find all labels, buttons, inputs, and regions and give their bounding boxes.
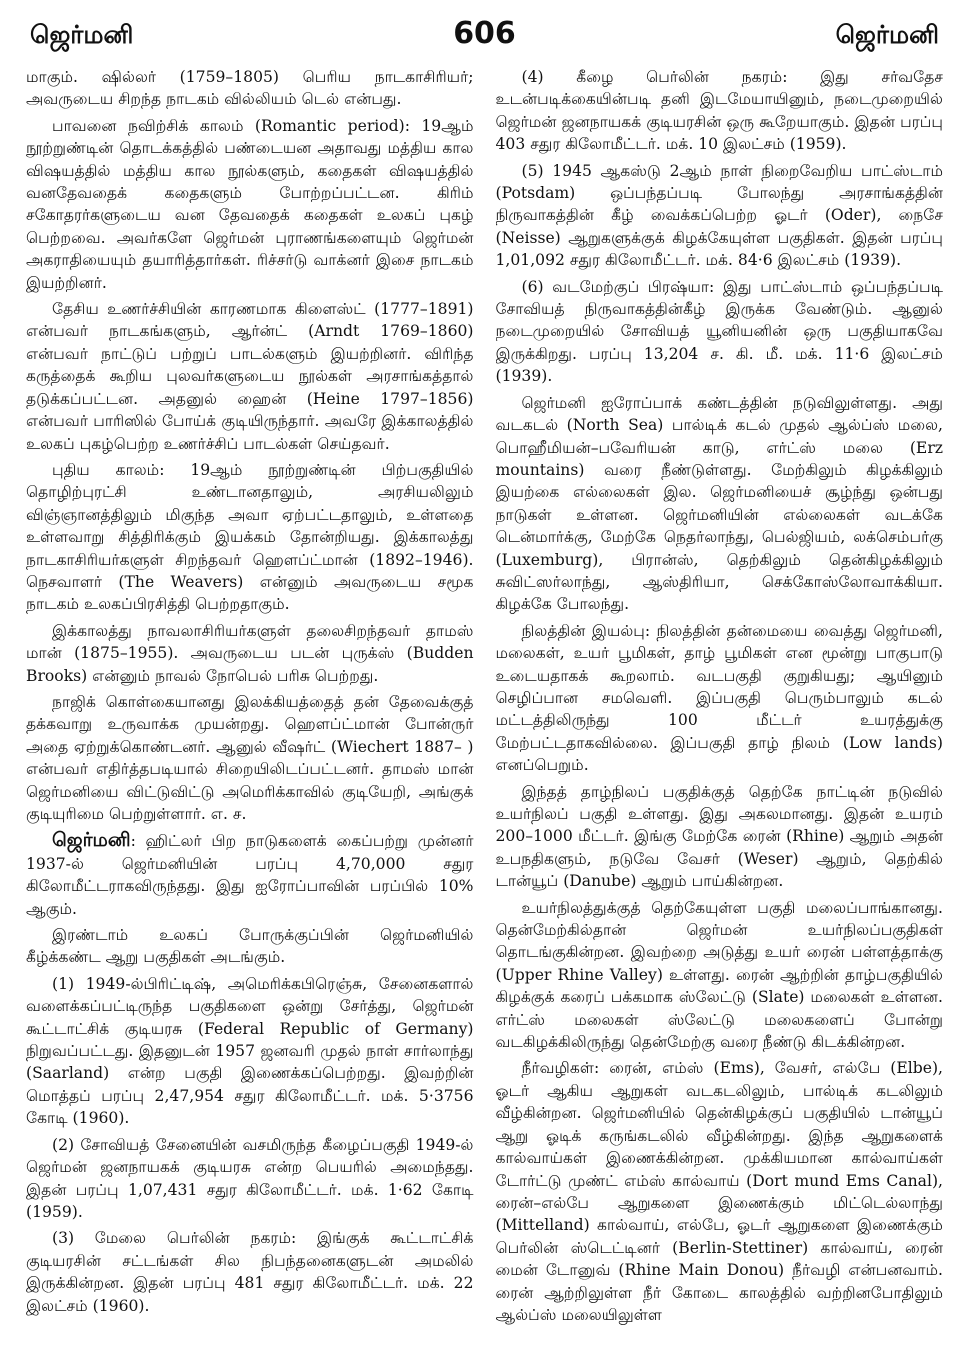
entry-paragraph (26, 829, 474, 920)
paragraph: நாஜிக் கொள்கையானது இலக்கியத்தைத் தன் தேவைக்குத் தக்கவாறு உருவாக்க முயன்றது. ஹௌப்ட்மான் போன்ருர் அதை ஏற்றுக்கொண்டனர். ஆனுல் வீஷர்ட் (Wiechert 1887– ) என்பவர் எதிர்த்தபடியால் சிறையிலிடப்பட்டனர். தாமஸ் மான் ஜெர்மனியை விட்டுவிட்டு அமெரிக்காவில் குடியேறி, அங்குக் குடியுரிமை பெற்றுள்ளார். எ. ச. (26, 692, 474, 823)
paragraph: (5) 1945 ஆகஸ்டு 2ஆம் நாள் நிறைவேறிய பாட்ஸ்டாம் (Potsdam) ஒப்பந்தப்படி போலந்து அரசாங்கத்தின் நிருவாகத்தின் கீழ் வைக்கப்பெற்ற ஓடர் (Oder), நைசே (Neisse) ஆறுகளுக்குக் கிழக்கேயுள்ள பகுதிகள். இதன் பரப்பு 1,01,092 சதுர கிலோமீட்டர். மக். 84·6 இலட்சம் (1939). (495, 161, 943, 270)
page-header (26, 12, 943, 62)
text-columns (26, 66, 943, 1348)
entry-text: : ஹிட்லர் பிற நாடுகளைக் கைப்பற்று முன்னர் 1937-ல் ஜெர்மனியின் பரப்பு 4,70,000 சதுர கிலோமீட்டராகவிருந்தது. இது ஐரோப்பாவின் பரப்பில் 10% ஆகும். (26, 832, 474, 918)
page-number: 606 (453, 16, 516, 51)
paragraph: நிலத்தின் இயல்பு: நிலத்தின் தன்மையை வைத்து ஜெர்மனி, மலைகள், உயர் பூமிகள், தாழ் பூமிகள் என மூன்று பாகுபாடு உடையதாகக் கூறலாம். வடபகுதி குறுகியது; ஆயினும் செழிப்பான சமவெளி. இப்பகுதி பெரும்பாலும் கடல் மட்டத்திலிருந்து 100 மீட்டர் உயரத்துக்கு மேற்பட்டதாகவில்லை. இப்பகுதி தாழ் நிலம் (Low lands) எனப்பெறும். (495, 621, 943, 775)
paragraph: உயர்நிலத்துக்குத் தெற்கேயுள்ள பகுதி மலைப்பாங்கானது. தென்மேற்கில்தான் ஜெர்மன் உயர்நிலப்பகுதிகள் தொடங்குகின்றன. இவற்றை அடுத்து உயர் ரைன் பள்ளத்தாக்கு (Upper Rhine Valley) உள்ளது. ரைன் ஆற்றின் தாழ்பகுதியில் கிழக்குக் கரைப் பக்கமாக ஸ்லேட்டு (Slate) மலைகள் உள்ளன. எர்ட்ஸ் மலைகள் ஸ்லேட்டு மலைகளைப் போன்று வடகிழக்கிலிருந்து தென்மேற்கு வரை நீண்டு கிடக்கின்றன. (495, 898, 943, 1052)
paragraph: மாகும். ஷில்லர் (1759–1805) பெரிய நாடகாசிரியர்; அவருடைய சிறந்த நாடகம் வில்லியம் டெல் என்பது. (26, 68, 474, 109)
paragraph: (6) வடமேற்குப் பிரஷ்யா: இது பாட்ஸ்டாம் ஒப்பந்தப்படி சோவியத் நிருவாகத்தின்கீழ் இருக்க வேண்டும். ஆனுல் நடைமுறையில் சோவியத் யூனியனின் ஒரு பகுதியாகவே இருக்கிறது. பரப்பு 13,204 ச. கி. மீ. மக். 11·6 இலட்சம் (1939). (495, 277, 943, 386)
paragraph: இரண்டாம் உலகப் போருக்குப்பின் ஜெர்மனியில் கீழ்க்கண்ட ஆறு பகுதிகள் அடங்கும். (26, 926, 474, 967)
paragraph: தேசிய உணர்ச்சியின் காரணமாக கிளைஸ்ட் (1777–1891) என்பவர் நாடகங்களும், ஆர்ன்ட் (Arndt 1769–1860) என்பவர் நாட்டுப் பற்றுப் பாடல்களும் இயற்றினர். விரிந்த கருத்தைக் கூறிய புலவர்களுடைய நூல்கள் அரசாங்கத்தால் தடுக்கப்பட்டன. அதனுல் ஹைன் (Heine 1797–1856) என்பவர் பாரிஸில் போய்க் குடியிருந்தார். அவரே இக்காலத்தில் உலகப் புகழ்பெற்ற உணர்ச்சிப் பாடல்கள் செய்தவர். (26, 300, 474, 453)
paragraph: நீர்வழிகள்: ரைன், எம்ஸ் (Ems), வேசர், எல்பே (Elbe), ஓடர் ஆகிய ஆறுகள் வடகடலிலும், பால்டிக் கடலிலும் வீழ்கின்றன. ஜெர்மனியில் தென்கிழக்குப் பகுதியில் டான்யூப் ஆறு ஓடிக் கருங்கடலில் வீழ்கின்றது. இந்த ஆறுகளைக் கால்வாய்கள் இணைக்கின்றன. முக்கியமான கால்வாய்கள் டோர்ட்டு முண்ட் எம்ஸ் கால்வாய் (Dort mund Ems Canal), ரைன்–எல்பே ஆறுகளை இணைக்கும் மிட்டெல்லாந்து (Mittelland) கால்வாய், எல்பே, ஓடர் ஆறுகளை இணைக்கும் பெர்லின் ஸ்டெட்டினர் (Berlin-Stettiner) கால்வாய், ரைன் மைன் டோனுவ் (Rhine Main Donou) நீர்வழி என்பனவாம். ரைன் ஆற்றிலுள்ள நீர் கோடை காலத்தில் வற்றினபோதிலும் ஆல்ப்ஸ் மலையிலுள்ள (495, 1059, 943, 1324)
left-column (26, 66, 474, 1348)
right-column (496, 66, 944, 1348)
paragraph: இந்தத் தாழ்நிலப் பகுதிக்குத் தெற்கே நாட்டின் நடுவில் உயர்நிலப் பகுதி உள்ளது. இது அகலமானது. இதன் உயரம் 200–1000 மீட்டர். இங்கு மேற்கே ரைன் (Rhine) ஆறும் அதன் உபநதிகளும், நடுவே வேசர் (Weser) ஆறும், தெற்கில் டான்யூப் (Danube) ஆறும் பாய்கின்றன. (495, 782, 943, 891)
running-head-right: ஜெர்மனி (835, 20, 939, 49)
paragraph: இக்காலத்து நாவலாசிரியர்களுள் தலைசிறந்தவர் தாமஸ் மான் (1875–1955). அவருடைய படன் புருக்ஸ் (Budden Brooks) என்னும் நாவல் நோபெல் பரிசு பெற்றது. (26, 621, 474, 685)
paragraph: (3) மேலை பெர்லின் நகரம்: இங்குக் கூட்டாட்சிக் குடியரசின் சட்டங்கள் சில நிபந்தனைகளுடன் அமலில் இருக்கின்றன. இதன் பரப்பு 481 சதுர கிலோமீட்டர். மக். 22 இலட்சம் (1960). (26, 1229, 474, 1315)
paragraph: புதிய காலம்: 19ஆம் நூற்றுண்டின் பிற்பகுதியில் தொழிற்புரட்சி உண்டானதாலும், அரசியலிலும் விஞ்ஞானத்திலும் மிகுந்த அவா ஏற்பட்டதாலும், உள்ளதை உள்ளவாறு சித்திரிக்கும் இயக்கம் தோன்றியது. இக்காலத்து நாடகாசிரியர்களுள் சிறந்தவர் ஹௌப்ட்மான் (1892–1946). நெசவாளர் (The Weavers) என்னும் அவருடைய சமூக நாடகம் உலகப்பிரசித்தி பெற்றதாகும். (26, 460, 474, 614)
running-head-left: ஜெர்மனி (30, 20, 134, 49)
entry-headword: ஜெர்மனி (52, 829, 131, 852)
paragraph: (4) கீழை பெர்லின் நகரம்: இது சர்வதேச உடன்படிக்கையின்படி தனி இடமேயாயினும், நடைமுறையில் ஜெர்மன் ஜனநாயகக் குடியரசின் ஒரு கூறேயாகும். இதன் பரப்பு 403 சதுர கிலோமீட்டர். மக். 10 இலட்சம் (1959). (495, 68, 943, 154)
paragraph: (2) சோவியத் சேனையின் வசமிருந்த கீழைப்பகுதி 1949-ல் ஜெர்மன் ஜனநாயகக் குடியரசு என்ற பெயரில் அமைந்தது. இதன் பரப்பு 1,07,431 சதுர கிலோமீட்டர். மக். 1·62 கோடி (1959). (26, 1135, 474, 1221)
paragraph: பாவனை நவிற்சிக் காலம் (Romantic period): 19ஆம் நூற்றுண்டின் தொடக்கத்தில் பண்டையன அதாவது மத்திய கால விஷயத்தில் மத்திய கால நூல்களும், கதைகள் விஷயத்தில் வனதேவதைக் கதைகளும் போற்றப்பட்டன. கிரிம் சகோதரர்களுடைய வன தேவதைக் கதைகள் உலகப் புகழ் பெற்றவை. அவர்களே ஜெர்மன் புராணங்களையும் ஜெர்மன் அகராதியையும் தயாரித்தார்கள். ரிச்சர்டு வாக்னர் இசை நாடகம் இயற்றினர். (26, 116, 474, 292)
paragraph: ஜெர்மனி ஐரோப்பாக் கண்டத்தின் நடுவிலுள்ளது. அது வடகடல் (North Sea) பால்டிக் கடல் முதல் ஆல்ப்ஸ் மலை, பொஹீமியன்–பவேரியன் காடு, எர்ட்ஸ் மலை (Erz mountains) வரை நீண்டுள்ளது. மேற்கிலும் கிழக்கிலும் இயற்கை எல்லைகள் இல. ஜெர்மனியைச் சூழ்ந்து ஒன்பது நாடுகள் உள்ளன. ஜெர்மனியின் எல்லைகள் வடக்கே டென்மார்க்கு, மேற்கே நெதர்லாந்து, பெல்ஜியம், லக்செம்பர்கு (Luxemburg), பிரான்ஸ், தெற்கிலும் தென்கிழக்கிலும் சுவிட்ஸர்லாந்து, ஆஸ்திரியா, செக்கோஸ்லோவாக்கியா. கிழக்கே போலந்து. (495, 393, 943, 614)
paragraph: (1) 1949-ல்பிரிட்டிஷ், அமெரிக்கபிரெஞ்சு, சேனைகளால் வளைக்கப்பட்டிருந்த பகுதிகளை ஒன்று சேர்த்து, ஜெர்மன் கூட்டாட்சிக் குடியரசு (Federal Republic of Germany) நிறுவப்பட்டது. இதனுடன் 1957 ஜனவரி முதல் நாள் சார்லாந்து (Saarland) என்ற பகுதி இணைக்கப்பெற்றது. இவற்றின் மொத்தப் பரப்பு 2,47,954 சதுர கிலோமீட்டர். மக். 5·3756 கோடி (1960). (26, 974, 474, 1128)
